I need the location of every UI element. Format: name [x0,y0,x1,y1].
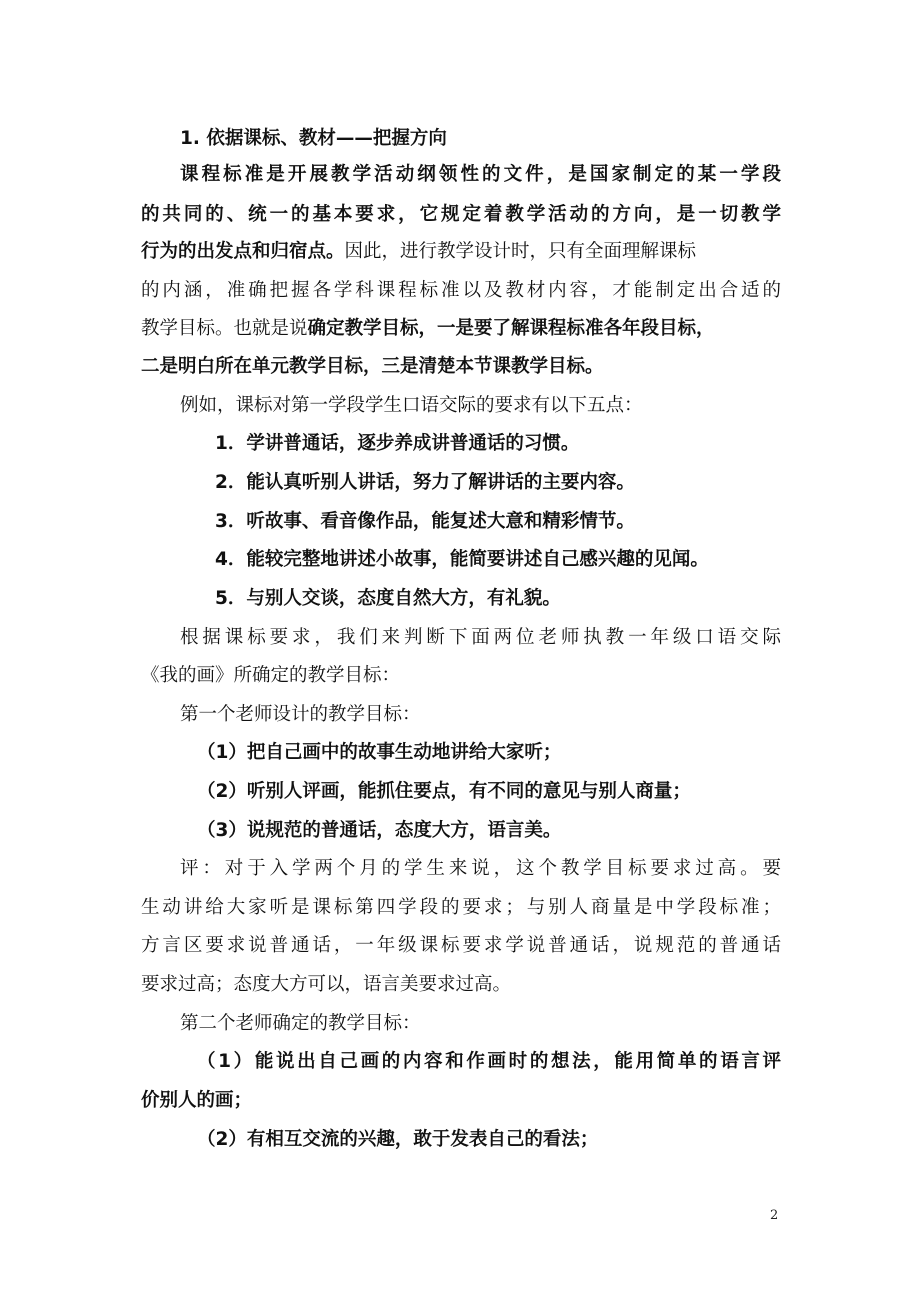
page-number: 2 [770,1208,779,1223]
goal-item: （3）说规范的普通话，态度大方，语言美。 [197,820,562,841]
comment-line: 方言区要求说普通话，一年级课标要求学说普通话，说规范的普通话 [141,935,781,956]
section-heading: 1. 依据课标、教材——把握方向 [180,128,447,149]
requirement-item: 4．能较完整地讲述小故事，能简要讲述自己感兴趣的见闻。 [215,549,709,570]
paragraph-line: 的内涵，准确把握各学科课程标准以及教材内容，才能制定出合适的 [141,280,781,301]
teacher2-intro: 第二个老师确定的教学目标： [180,1013,421,1034]
regular-span: 因此，进行教学设计时，只有全面理解课标 [344,241,697,262]
bold-span: 确定教学目标，一是要了解课程标准各年段目标， [307,318,715,339]
paragraph-line: 课程标准是开展教学活动纲领性的文件，是国家制定的某一学段 [180,164,781,185]
paragraph-line: 《我的画》所确定的教学目标： [141,665,401,686]
goal-item: （1）把自己画中的故事生动地讲给大家听； [197,742,562,763]
regular-span: 教学目标。也就是说 [141,318,308,339]
goal-item: （2）有相互交流的兴趣，敢于发表自己的看法； [197,1129,599,1150]
goal-item-continued: 价别人的画； [141,1090,253,1111]
paragraph-line [141,317,781,341]
requirement-item: 1．学讲普通话，逐步养成讲普通话的习惯。 [215,433,580,454]
paragraph-line: 二是明白所在单元教学目标，三是清楚本节课教学目标。 [141,356,604,377]
comment-line: 生动讲给大家听是课标第四学段的要求；与别人商量是中学段标准； [141,897,781,918]
teacher1-intro: 第一个老师设计的教学目标： [180,704,421,725]
requirement-item: 2．能认真听别人讲话，努力了解讲话的主要内容。 [215,472,635,493]
comment-line: 评：对于入学两个月的学生来说，这个教学目标要求过高。要 [180,858,781,879]
requirement-item: 3．听故事、看音像作品，能复述大意和精彩情节。 [215,511,635,532]
paragraph-line [141,240,781,264]
example-intro: 例如，课标对第一学段学生口语交际的要求有以下五点： [180,395,643,416]
requirement-item: 5．与别人交谈，态度自然大方，有礼貌。 [215,588,561,609]
comment-line: 要求过高；态度大方可以，语言美要求过高。 [141,974,512,995]
paragraph-line: 的共同的、统一的基本要求，它规定着教学活动的方向，是一切教学 [141,204,781,225]
goal-item: （2）听别人评画，能抓住要点，有不同的意见与别人商量； [197,781,691,802]
goal-item: （1）能说出自己画的内容和作画时的想法，能用简单的语言评 [197,1051,781,1072]
bold-span: 行为的出发点和归宿点。 [141,241,345,262]
paragraph-line: 根据课标要求，我们来判断下面两位老师执教一年级口语交际 [180,627,781,648]
